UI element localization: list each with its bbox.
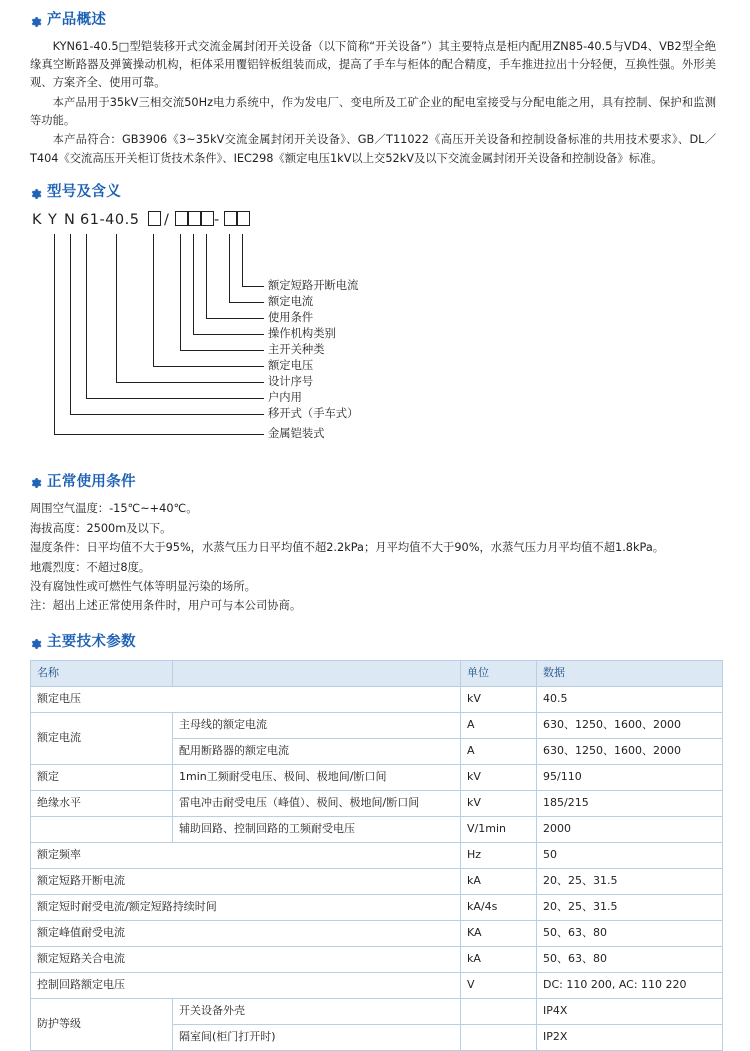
leader-line-h-6 — [153, 366, 264, 367]
table-row — [31, 998, 723, 1024]
section-normal-conditions — [0, 472, 750, 616]
model-label-6: 额定电压 — [268, 358, 314, 372]
leader-line-h-3 — [206, 318, 264, 319]
table-row — [31, 764, 723, 790]
params-table-wrap — [0, 660, 750, 1051]
leader-line-v-8 — [86, 234, 87, 398]
cell-data: 20、25、31.5 — [537, 868, 723, 894]
leader-line-h-1 — [242, 286, 264, 287]
overview-paragraph-1: KYN61-40.5□型铠装移开式交流金属封闭开关设备（以下简称“开关设备”）其主要特点是柜内配用ZN85-40.5与VD4、VB2型全绝缘真空断路器及弹簧操动机构，柜体采用覆铝锌板组装而成，提高了手车与柜体的配合精度，手车推进拉出十分轻便，互换性强。外形美观、方案齐全、使用可靠。 — [30, 39, 716, 90]
leader-line-h-5 — [180, 350, 264, 351]
cell-sub: 配用断路器的额定电流 — [173, 738, 461, 764]
table-row — [31, 686, 723, 712]
col-header-unit: 单位 — [461, 660, 537, 686]
cell-name — [31, 816, 173, 842]
section-title-conditions: 正常使用条件 — [47, 473, 136, 490]
col-header-data: 数据 — [537, 660, 723, 686]
leader-line-v-9 — [70, 234, 71, 414]
leader-line-v-4 — [193, 234, 194, 334]
cell-data: 2000 — [537, 816, 723, 842]
cell-data: 50、63、80 — [537, 920, 723, 946]
model-part-box3 — [188, 210, 201, 232]
table-body — [31, 686, 723, 1050]
leader-line-v-6 — [153, 234, 154, 366]
cell-unit — [461, 998, 537, 1024]
leader-line-v-1 — [242, 234, 243, 286]
model-label-2: 额定电流 — [268, 294, 314, 308]
condition-item: 注：超出上述正常使用条件时，用户可与本公司协商。 — [30, 599, 302, 613]
leader-line-v-3 — [206, 234, 207, 318]
cell-unit: V/1min — [461, 816, 537, 842]
cell-data: 50、63、80 — [537, 946, 723, 972]
model-box-3 — [188, 211, 201, 226]
cell-unit: kA — [461, 868, 537, 894]
model-label-9: 移开式（手车式） — [268, 406, 359, 420]
overview-body — [0, 38, 750, 168]
model-part-k: K — [32, 211, 43, 228]
col-header-sub — [173, 660, 461, 686]
cell-data: 185/215 — [537, 790, 723, 816]
table-head — [31, 660, 723, 686]
leader-line-v-10 — [54, 234, 55, 434]
leader-line-v-5 — [180, 234, 181, 350]
technical-parameters-table — [30, 660, 723, 1051]
model-label-1: 额定短路开断电流 — [268, 278, 359, 292]
leader-line-v-2 — [229, 234, 230, 302]
leader-line-v-7 — [116, 234, 117, 382]
section-title-model: 型号及含义 — [47, 183, 121, 200]
condition-item: 没有腐蚀性或可燃性气体等明显污染的场所。 — [30, 580, 256, 594]
section-header-conditions — [0, 472, 750, 494]
model-label-3: 使用条件 — [268, 310, 314, 324]
cell-data: 50 — [537, 842, 723, 868]
cell-data: 20、25、31.5 — [537, 894, 723, 920]
leader-line-h-7 — [116, 382, 264, 383]
section-model-designation — [0, 182, 750, 458]
cell-unit — [461, 1024, 537, 1050]
model-part-box2 — [175, 210, 188, 232]
cell-unit: Hz — [461, 842, 537, 868]
model-box-6 — [237, 211, 250, 226]
table-row — [31, 894, 723, 920]
model-part-n: N — [64, 211, 76, 228]
model-part-dash: - — [214, 211, 220, 228]
cell-unit: kV — [461, 686, 537, 712]
overview-paragraph-2: 本产品用于35kV三相交流50Hz电力系统中，作为发电厂、变电所及工矿企业的配电室接受与分配电能之用，具有控制、保护和监测等功能。 — [30, 95, 716, 127]
cell-sub: 1min工频耐受电压、极间、极地间/断口间 — [173, 764, 461, 790]
table-row — [31, 972, 723, 998]
cell-name: 防护等级 — [31, 998, 173, 1050]
cell-sub: 隔室间(柜门打开时) — [173, 1024, 461, 1050]
table-header-row — [31, 660, 723, 686]
condition-item: 湿度条件：日平均值不大于95%，水蒸气压力日平均值不超2.2kPa；月平均值不大于90%，水蒸气压力月平均值不超1.8kPa。 — [30, 541, 665, 555]
cell-name: 额定短时耐受电流/额定短路持续时间 — [31, 894, 461, 920]
model-part-num: 61-40.5 — [80, 211, 140, 228]
cell-name: 额定电流 — [31, 712, 173, 764]
cell-data: 630、1250、1600、2000 — [537, 712, 723, 738]
cell-unit: kV — [461, 790, 537, 816]
model-label-4: 操作机构类别 — [268, 326, 336, 340]
model-part-slash: / — [164, 211, 170, 228]
gear-icon — [30, 638, 42, 650]
table-row — [31, 712, 723, 738]
cell-data: DC: 110 200, AC: 110 220 — [537, 972, 723, 998]
gear-icon — [30, 188, 42, 200]
cell-unit: kV — [461, 764, 537, 790]
cell-data: 40.5 — [537, 686, 723, 712]
leader-line-h-2 — [229, 302, 264, 303]
section-product-overview — [0, 0, 750, 168]
cell-data: 95/110 — [537, 764, 723, 790]
table-row — [31, 842, 723, 868]
table-row — [31, 920, 723, 946]
conditions-list — [0, 499, 750, 616]
model-box-5 — [224, 211, 237, 226]
leader-line-h-8 — [86, 398, 264, 399]
model-code-line — [30, 210, 750, 232]
cell-unit: KA — [461, 920, 537, 946]
table-row — [31, 816, 723, 842]
cell-name: 绝缘水平 — [31, 790, 173, 816]
model-box-2 — [175, 211, 188, 226]
cell-unit: V — [461, 972, 537, 998]
cell-unit: kA — [461, 946, 537, 972]
model-part-box5 — [224, 210, 237, 232]
table-row — [31, 946, 723, 972]
model-part-y: Y — [48, 211, 58, 228]
section-title-overview: 产品概述 — [47, 12, 107, 28]
cell-sub: 辅助回路、控制回路的工频耐受电压 — [173, 816, 461, 842]
condition-item: 地震烈度：不超过8度。 — [30, 560, 151, 574]
gear-icon — [30, 477, 42, 489]
model-diagram — [0, 210, 750, 458]
model-label-8: 户内用 — [268, 390, 302, 404]
section-technical-parameters — [0, 632, 750, 1051]
model-label-7: 设计序号 — [268, 374, 314, 388]
cell-data: 630、1250、1600、2000 — [537, 738, 723, 764]
section-header-overview — [0, 10, 750, 32]
condition-item: 周围空气温度：-15℃~+40℃。 — [30, 502, 198, 516]
cell-unit: kA/4s — [461, 894, 537, 920]
overview-paragraph-3: 本产品符合：GB3906《3~35kV交流金属封闭开关设备》、GB／T11022《高压开关设备和控制设备标准的共用技术要求》、DL／T404《交流高压开关柜订货技术条件》、IEC298《额定电压1kV以上交52kV及以下交流金属封闭开关设备和控制设备》标准。 — [30, 133, 716, 165]
model-box-1 — [148, 211, 161, 226]
table-row — [31, 790, 723, 816]
cell-name: 额定频率 — [31, 842, 461, 868]
section-header-model — [0, 182, 750, 204]
cell-name: 额定短路关合电流 — [31, 946, 461, 972]
leader-line-h-9 — [70, 414, 264, 415]
col-header-name: 名称 — [31, 660, 173, 686]
cell-sub: 开关设备外壳 — [173, 998, 461, 1024]
cell-sub: 雷电冲击耐受电压（峰值）、极间、极地间/断口间 — [173, 790, 461, 816]
model-label-5: 主开关种类 — [268, 342, 325, 356]
cell-name: 额定峰值耐受电流 — [31, 920, 461, 946]
gear-icon — [30, 16, 42, 28]
cell-name: 控制回路额定电压 — [31, 972, 461, 998]
cell-data: IP4X — [537, 998, 723, 1024]
cell-data: IP2X — [537, 1024, 723, 1050]
cell-name: 额定 — [31, 764, 173, 790]
cell-sub: 主母线的额定电流 — [173, 712, 461, 738]
cell-unit: A — [461, 738, 537, 764]
model-label-10: 金属铠装式 — [268, 426, 325, 440]
model-part-box6 — [237, 210, 250, 232]
section-title-params: 主要技术参数 — [47, 633, 136, 650]
model-box-4 — [201, 211, 214, 226]
model-part-box1 — [148, 210, 161, 232]
cell-name: 额定电压 — [31, 686, 461, 712]
condition-item: 海拔高度：2500m及以下。 — [30, 521, 172, 535]
leader-line-h-4 — [193, 334, 264, 335]
model-part-box4 — [201, 210, 214, 232]
model-leader-lines — [30, 234, 750, 449]
cell-unit: A — [461, 712, 537, 738]
table-row — [31, 868, 723, 894]
leader-line-h-10 — [54, 434, 264, 435]
section-header-params — [0, 632, 750, 654]
cell-name: 额定短路开断电流 — [31, 868, 461, 894]
